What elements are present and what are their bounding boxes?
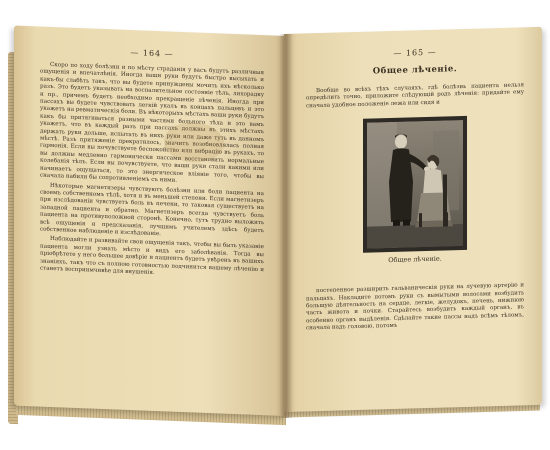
illustration-caption: Общее лѣченіе. [388,254,442,265]
right-page-number: — 165 — [393,47,437,58]
right-page [284,27,542,412]
left-paragraph-2: Нѣкоторые магнетизеры чувствуютъ болѣзни или боли пациента на своемъ собственномъ тѣлѣ, хотя и въ меньшей степени. Если магнетизеръ при изслѣдованіи чувствуетъ боль въ печени, то таковая существуетъ на западной пациента и обратно. Магнетизеръ всегда чувствуетъ боль пациента на противуположной сторонѣ. Конечно, тутъ трудно выложить всѣ ощущенія и предсказанія, лучшимъ учителемъ здѣсь будетъ собственное наблюденіе и изслѣдованіе. [40,182,264,238]
left-paragraph-3: Наблюдайте и развивайте свои ощущенія такъ, чтобы вы быть указаніе пациента могли узнать мѣсто и видъ его заболѣванія. Тогда вы пріобрѣтете у него большее довѣріе и пациентъ будетъ увѣренъ въ вашихъ знаніяхъ, такъ что съ полною готовностью подчинится вашему лѣченію и станетъ восприимчивѣе для внушенія. [40,236,264,276]
left-page-number: — 164 — [130,48,174,59]
right-intro-paragraph: Вообще во всѣхъ тѣхъ случаяхъ, гдѣ болѣзнь пациента нельзя опредѣлить точно, приложите слѣдующій родъ лѣченія: придайте ему сначала удобное положеніе лежа или сидя и [306,82,524,110]
illustration-healer-and-patient [367,120,463,249]
right-bottom-paragraph: постепенное разширить гальваническія руки на лучевую артерію и пальцахъ. Накладите потомъ руки съ вымытыми волосами возбудить большую дѣятельность на сердце, легкіе, желудокъ, печень, нижнюю часть живота и почки. Старайтесь возбудить каждый органъ, въ особенно органъ выдѣленія. Сдѣлайте такие пассы надъ всѣмъ тѣломъ, сначала надъ головою, потомъ [306,282,524,332]
left-paragraph-1: Скоро по ходу болѣзни и по мѣсту страданія у васъ будутъ различныя ощущенія и впечатлѣнія. Иногда ваши руки будутъ быстро высыхать и какъ-бы слабѣть такъ, что вы будете принуждены мочить ихъ нѣсколько разъ. Это будетъ указывать на воспалительное состояніе тѣлъ, лихорадку и пр., причемъ будетъ необходимо прекращеніе лѣченія. Иногда при пассахъ вы будете чувствовать легкій укалъ въ концахъ пальцевъ и это укажетъ на ревматическія боли. Въ нѣкоторыхъ мѣстахъ ваши руки будутъ какъ бы притягиваться разными частями больного тѣла и это вамъ укажетъ, что въ каждый разъ при пассахъ должны въ этихъ мѣстахъ держать руки дольше, испытать въ нихъ руки или даже туть въ данномъ мѣстѣ. Разъ притяженіе прекратилось, значитъ возобновлялась полная гармонія. Если вы почувствуете беспокойство или вибрацію въ рукахъ, то вы должны медленно гармонически пассами восстановить нормальные колебанія тѣлъ. Если вы почувствуете, что ваши руки стали какими или начинаетъ ощущаться, то это энергическое вліяніе того, чтобы вы сначала набили бы сопротивленіемъ съ ними. [40,61,264,184]
book-gutter [279,34,293,418]
engraving-illustration [363,116,467,253]
left-page [14,26,286,416]
section-heading: Общее лѣченіе. [372,64,458,77]
